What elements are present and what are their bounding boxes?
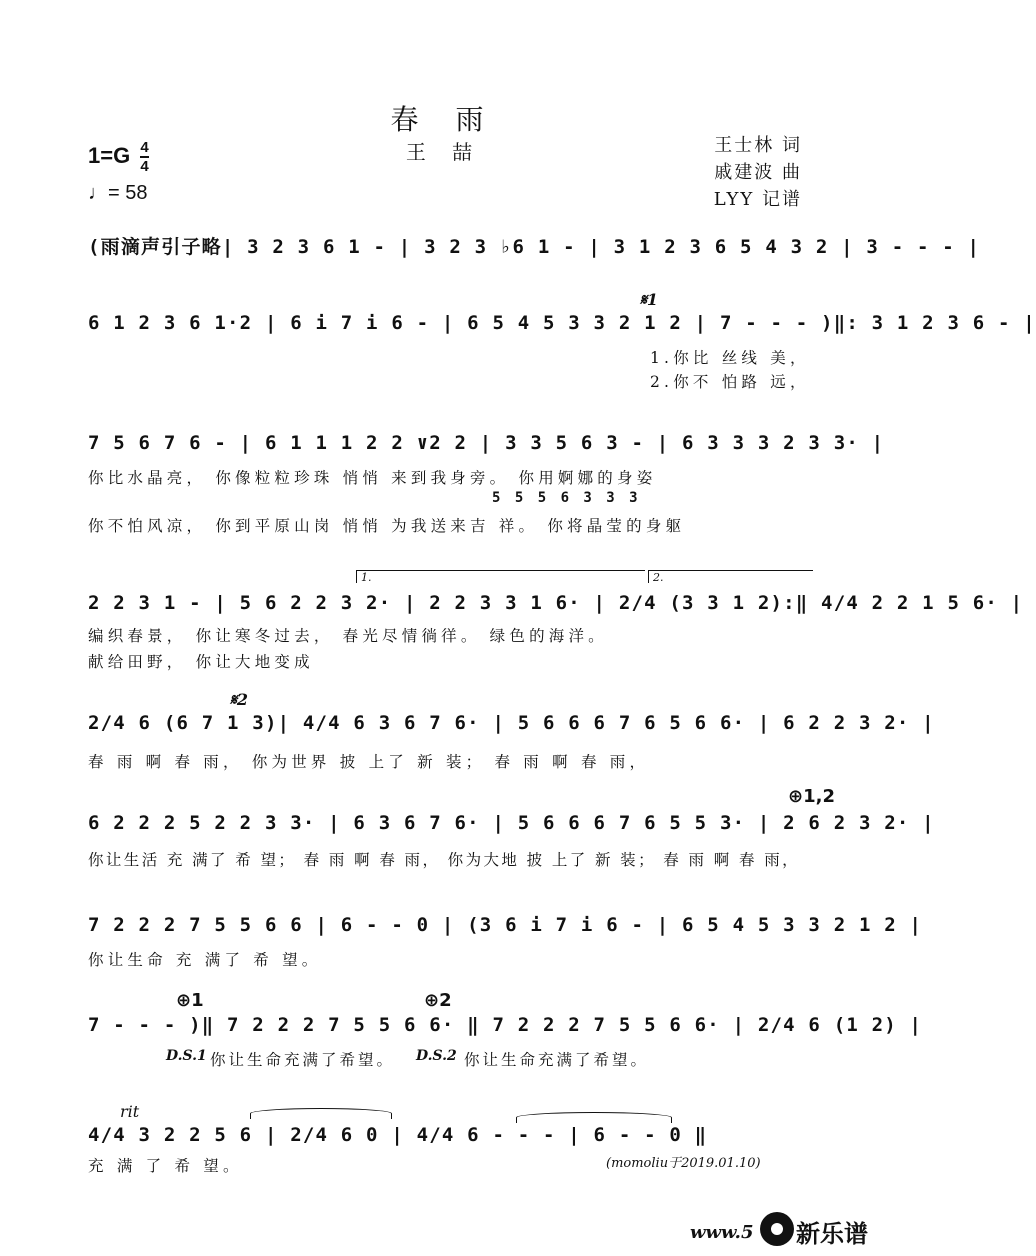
notation-line-8: 7 - - - )‖ 7 2 2 2 7 5 5 6 6· ‖ 7 2 2 2 7 5 5 6 6· | 2/4 6 (1 2) | xyxy=(88,1014,923,1036)
watermark-site-name: 新乐谱 xyxy=(796,1220,868,1248)
notation-line-3: 7 5 6 7 6 - | 6 1 1 1 2 2 ∨2 2 | 3 3 5 6 3 - | 6 3 3 3 2 3 3· | xyxy=(88,432,885,454)
notation-line-5: 2/4 6 (6 7 1 3)| 4/4 6 3 6 7 6· | 5 6 6 6 7 6 5 6 6· | 6 2 2 3 2· | xyxy=(88,712,935,734)
notation-line-6: 6 2 2 2 5 2 2 3 3· | 6 3 6 7 6· | 5 6 6 6 7 6 5 5 3· | 2 6 2 3 2· | xyxy=(88,812,935,834)
tie-arc-2 xyxy=(516,1112,672,1123)
composer-credit: 戚建波 曲 xyxy=(714,162,802,183)
watermark-url: www.5 xyxy=(690,1222,754,1243)
segno-1-icon: 𝄋1 xyxy=(640,290,659,309)
volta-1: 1. xyxy=(356,570,645,583)
time-numerator: 4 xyxy=(140,139,149,156)
segno-2-icon: 𝄋2 xyxy=(230,690,249,709)
coda-2-icon: ⊕2 xyxy=(424,990,452,1011)
time-signature xyxy=(140,140,148,174)
tempo-marking xyxy=(88,182,147,205)
notation-line-1: (雨滴声引子略| 3 2 3 6 1 - | 3 2 3 ♭6 1 - | 3 1 2 3 6 5 4 3 2 | 3 - - - | xyxy=(88,236,981,258)
ds2-mark: D.S.2 xyxy=(416,1048,457,1064)
singer-name: 王 喆 xyxy=(405,140,483,164)
notation-line-4: 2 2 3 1 - | 5 6 2 2 3 2· | 2 2 3 3 1 6· | 2/4 (3 3 1 2):‖ 4/4 2 2 1 5 6· | xyxy=(88,592,1024,614)
credits xyxy=(714,132,802,213)
transcriber-signature: (momoliu于2019.01.10) xyxy=(606,1156,761,1171)
lyrics-line-3-verse-1: 你比水晶亮， 你像粒粒珍珠 悄悄 来到我身旁。 你用婀娜的身姿 xyxy=(88,469,657,487)
lyrics-line-4-verse-1: 编织春景， 你让寒冬过去， 春光尽情徜徉。 绿色的海洋。 xyxy=(88,627,608,645)
ds1-mark: D.S.1 xyxy=(166,1048,207,1064)
volta-2: 2. xyxy=(648,570,813,583)
song-title: 春 雨 xyxy=(390,103,498,136)
notation-line-9: 4/4 3 2 2 5 6 | 2/4 6 0 | 4/4 6 - - - | 6 - - 0 ‖ xyxy=(88,1124,708,1146)
lyricist-credit: 王士林 词 xyxy=(714,135,802,156)
tie-arc xyxy=(250,1108,392,1119)
lyrics-line-4-verse-2: 献给田野， 你让大地变成 xyxy=(88,653,314,671)
lyrics-line-9: 充 满 了 希 望。 xyxy=(88,1157,243,1175)
transcriber-credit: LYY 记谱 xyxy=(713,189,802,210)
notation-line-2: 6 1 2 3 6 1·2 | 6 i 7 i 6 - | 6 5 4 5 3 3 2 1 2 | 7 - - - )‖: 3 1 2 3 6 - | xyxy=(88,312,1036,334)
tempo-value: = 58 xyxy=(108,182,148,204)
key-label: 1=G xyxy=(88,142,131,168)
time-denominator: 4 xyxy=(140,158,149,175)
record-disc-icon xyxy=(760,1212,794,1246)
lyrics-line-8-b: 你让生命充满了希望。 xyxy=(464,1051,650,1069)
ritardando-mark: rit xyxy=(120,1102,140,1121)
coda-1-icon: ⊕1 xyxy=(176,990,204,1011)
lyrics-line-2-verse-1: 1.你比 丝线 美， xyxy=(650,349,810,367)
lyrics-line-8-a: 你让生命充满了希望。 xyxy=(210,1051,396,1069)
notation-line-3-variant: 5 5 5 6 3 3 3 xyxy=(492,490,641,506)
quarter-note-icon: ♩ xyxy=(88,182,108,204)
coda-1-2-icon: ⊕1,2 xyxy=(788,786,835,807)
key-signature xyxy=(88,140,149,174)
lyrics-line-5: 春 雨 啊 春 雨， 你为世界 披 上了 新 装； 春 雨 啊 春 雨， xyxy=(88,753,650,771)
lyrics-line-7: 你让生命 充 满了 希 望。 xyxy=(88,951,322,969)
lyrics-line-3-verse-2: 你不怕风凉， 你到平原山岗 悄悄 为我送来吉 祥。 你将晶莹的身躯 xyxy=(88,517,686,535)
lyrics-line-6: 你让生活 充 满了 希 望； 春 雨 啊 春 雨， 你为大地 披 上了 新 装； 春 雨 啊 春 雨， xyxy=(88,851,801,869)
notation-line-7: 7 2 2 2 7 5 5 6 6 | 6 - - 0 | (3 6 i 7 i 6 - | 6 5 4 5 3 3 2 1 2 | xyxy=(88,914,923,936)
lyrics-line-2-verse-2: 2.你不 怕路 远， xyxy=(650,373,810,391)
